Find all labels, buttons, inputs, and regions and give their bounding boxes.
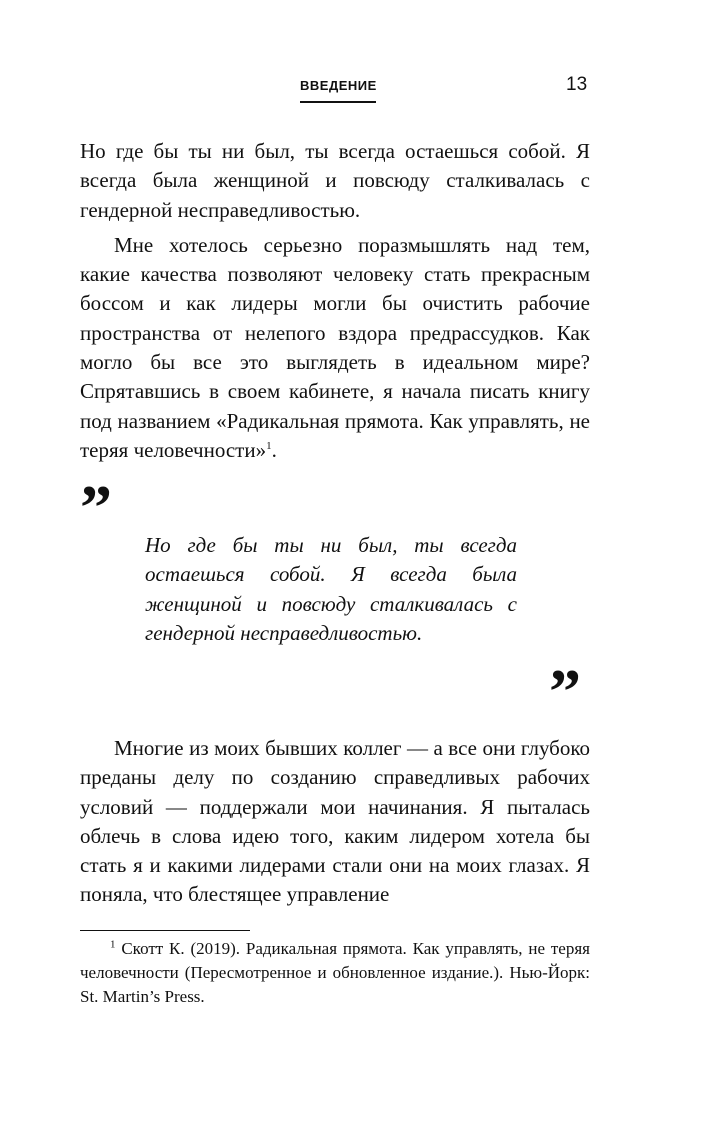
running-head bbox=[0, 74, 709, 114]
close-quote-icon: ” bbox=[549, 656, 581, 727]
footnote-reference: 1 bbox=[266, 439, 272, 452]
page-number: 13 bbox=[566, 74, 588, 95]
paragraph-2 bbox=[80, 231, 590, 465]
footnote-divider bbox=[80, 930, 250, 931]
pull-quote: Но где бы ты ни был, ты всегда остаешься собой. Я всегда была женщиной и повсюду сталкивалась с гендерной несправедливостью. bbox=[145, 533, 517, 645]
open-quote-icon: ” bbox=[80, 472, 112, 543]
footnote bbox=[80, 937, 590, 1009]
paragraph-2-text: Мне хотелось серьезно поразмышлять над тем, какие качества позволяют человеку стать прекрасным боссом и как лидеры могли бы очистить рабочие пространства от нелепого вздора предрассудков. Как могло бы все это выглядеть в идеальном мире? Спрятавшись в своем кабинете, я начала писать книгу под названием «Радикальная прямота. Как управлять, не теряя человечности» bbox=[80, 232, 590, 462]
paragraph-2-end: . bbox=[271, 437, 277, 462]
paragraph-3: Многие из моих бывших коллег — а все они глубоко преданы делу по созданию справедливых рабочих условий — поддержали мои начинания. Я пыталась облечь в слова идею того, каким лидером хотела бы стать я и какими лидерами стали они на моих глазах. Я поняла, что блестящее управление bbox=[80, 736, 590, 907]
footnote-text: Скотт К. (2019). Радикальная прямота. Как управлять, не теряя человечности (Пересмотренное и обновленное издание.). Нью-Йорк: St. Martin’s Press. bbox=[80, 939, 590, 1006]
section-title-underline bbox=[300, 101, 376, 103]
body-text-bottom bbox=[80, 734, 590, 910]
paragraph-1: Но где бы ты ни был, ты всегда остаешься собой. Я всегда была женщиной и повсюду сталкивалась с гендерной несправедливостью. bbox=[80, 139, 590, 222]
body-text-top bbox=[80, 137, 590, 465]
footnote-number: 1 bbox=[110, 938, 116, 951]
section-title: ВВЕДЕНИЕ bbox=[300, 78, 377, 93]
